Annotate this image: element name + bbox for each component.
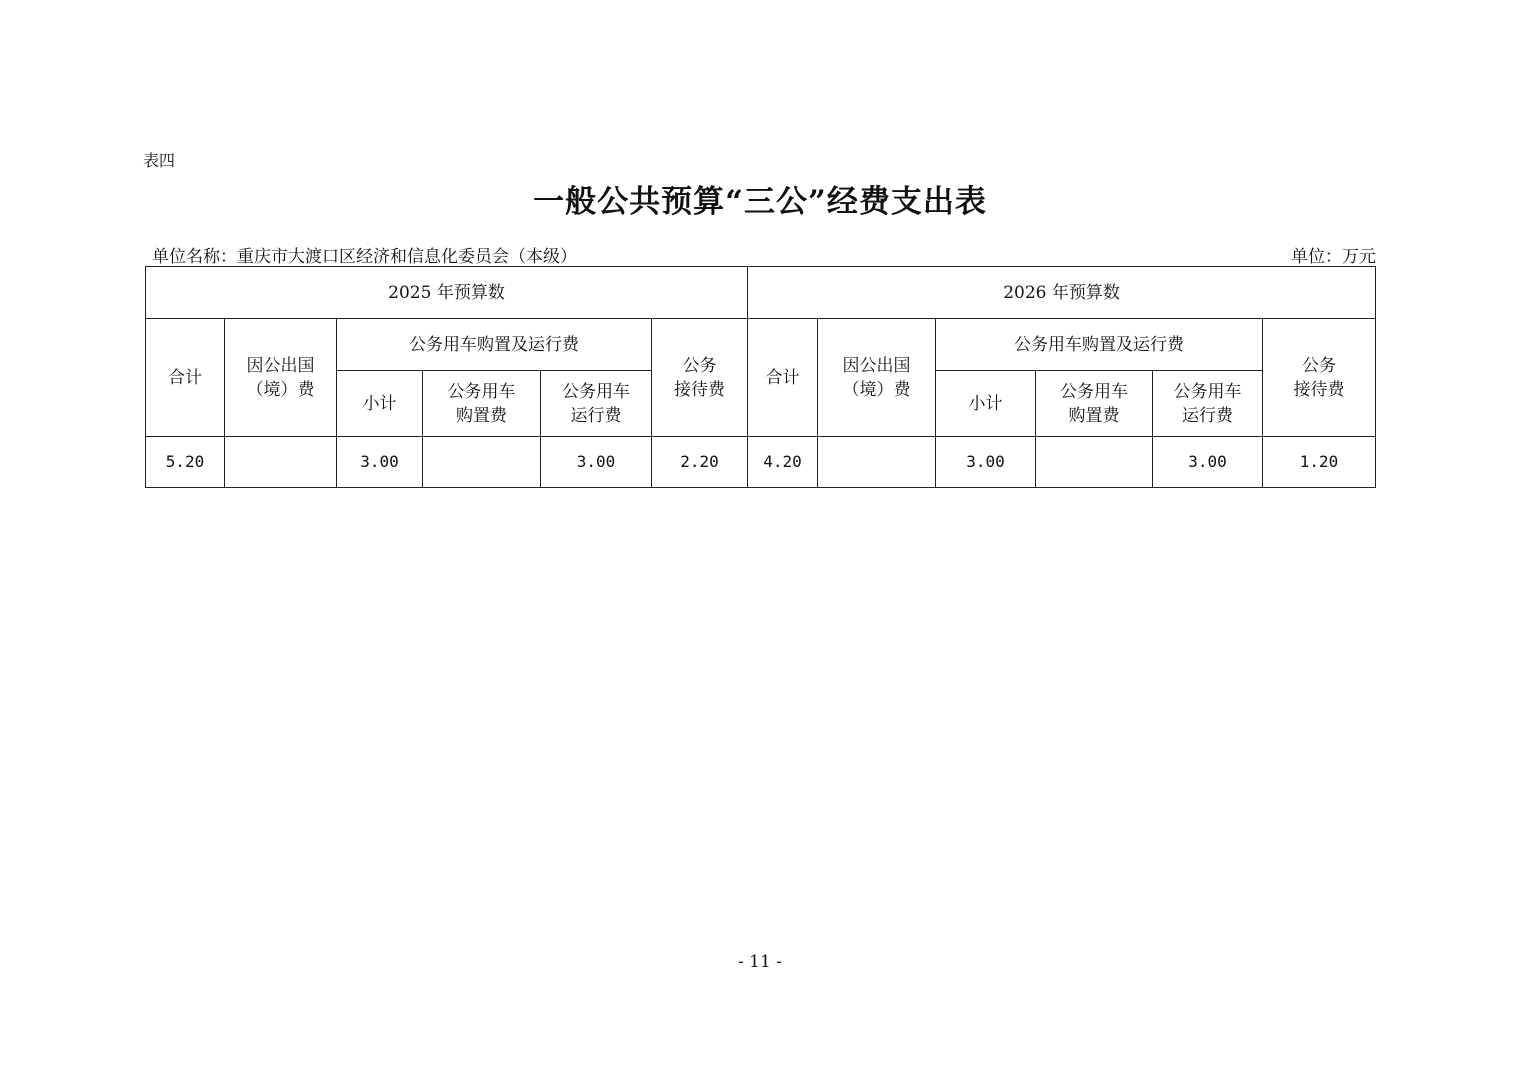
header-abroad-2026: 因公出国 （境）费 (818, 319, 936, 437)
cell-subtotal-2025: 3.00 (337, 437, 423, 488)
cell-reception-2025: 2.20 (652, 437, 748, 488)
page-title: 一般公共预算“三公”经费支出表 (533, 184, 987, 220)
cell-reception-2026: 1.20 (1263, 437, 1376, 488)
header-reception-2025: 公务 接待费 (652, 319, 748, 437)
cell-purchase-2026 (1036, 437, 1153, 488)
page-number: - 11 - (738, 952, 782, 972)
header-purchase-2025: 公务用车 购置费 (423, 371, 541, 437)
header-subtotal-2025: 小计 (337, 371, 423, 437)
header-operation-2026: 公务用车 运行费 (1153, 371, 1263, 437)
table-label: 表四 (143, 151, 176, 170)
header-operation-2025: 公务用车 运行费 (541, 371, 652, 437)
header-purchase-2026: 公务用车 购置费 (1036, 371, 1153, 437)
header-vehicle-group-2025: 公务用车购置及运行费 (337, 319, 652, 371)
header-2025: 2025 年预算数 (146, 267, 748, 319)
header-vehicle-group-2026: 公务用车购置及运行费 (936, 319, 1263, 371)
header-reception-2026: 公务 接待费 (1263, 319, 1376, 437)
cell-subtotal-2026: 3.00 (936, 437, 1036, 488)
header-abroad-2025: 因公出国 （境）费 (225, 319, 337, 437)
cell-abroad-2026 (818, 437, 936, 488)
cell-total-2026: 4.20 (748, 437, 818, 488)
cell-operation-2025: 3.00 (541, 437, 652, 488)
cell-operation-2026: 3.00 (1153, 437, 1263, 488)
header-2026: 2026 年预算数 (748, 267, 1376, 319)
unit-label: 单位：万元 (1291, 247, 1376, 267)
budget-table (145, 266, 1376, 488)
cell-purchase-2025 (423, 437, 541, 488)
unit-name: 单位名称：重庆市大渡口区经济和信息化委员会（本级） (152, 247, 577, 267)
header-total-2026: 合计 (748, 319, 818, 437)
header-subtotal-2026: 小计 (936, 371, 1036, 437)
cell-abroad-2025 (225, 437, 337, 488)
cell-total-2025: 5.20 (146, 437, 225, 488)
header-total-2025: 合计 (146, 319, 225, 437)
table-row (146, 437, 1376, 488)
